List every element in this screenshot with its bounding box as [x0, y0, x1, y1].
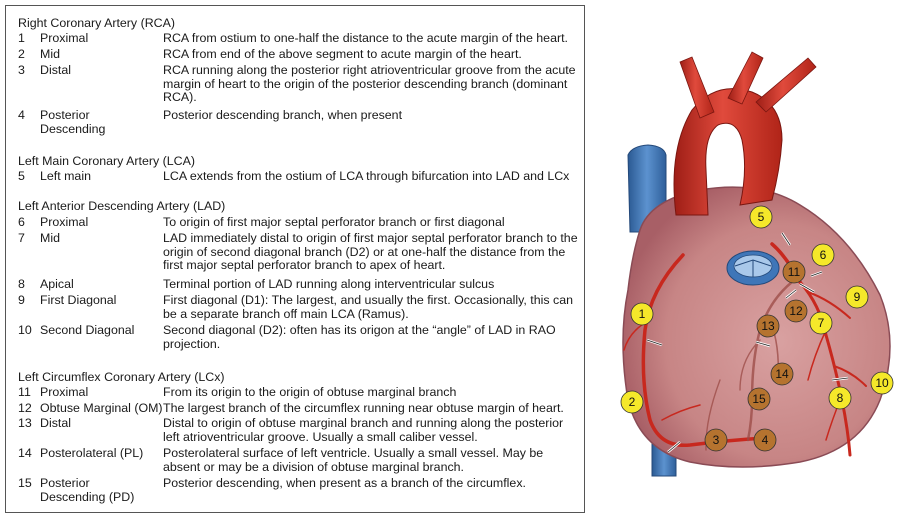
segment-marker-label: 10 — [875, 376, 889, 390]
brachiocephalic-artery — [680, 57, 714, 118]
segment-description: LAD immediately distal to origin of first major septal perforator branch to the origin of second diagonal branch (D2) or at one-half the distance from the first major septal perforator branch to apex of heart. — [163, 231, 578, 273]
segment-number: 1 — [18, 31, 25, 45]
segment-marker-label: 7 — [817, 316, 825, 330]
segment-name: Second Diagonal — [40, 323, 135, 337]
segment-name: Obtuse Marginal (OM) — [40, 401, 163, 415]
segment-name: Posterior Descending — [40, 108, 106, 136]
segment-marker-label: 6 — [819, 248, 827, 262]
heart-illustration — [596, 32, 896, 512]
segment-number: 4 — [18, 108, 25, 122]
segment-number: 3 — [18, 63, 25, 77]
segment-marker-11 — [783, 261, 805, 283]
segment-marker-label: 5 — [757, 210, 765, 224]
segment-description: Posterolateral surface of left ventricle. Usually a small vessel. May be absent or may be a division of obtuse marginal branch. — [163, 446, 544, 474]
segment-number: 12 — [18, 401, 32, 415]
section-title-lcx: Left Circumflex Coronary Artery (LCx) — [18, 370, 225, 384]
segment-marker-12 — [785, 300, 807, 322]
segment-description: RCA from ostium to one-half the distance to the acute margin of the heart. — [163, 31, 568, 45]
segment-marker-7 — [810, 312, 832, 334]
segment-marker-label: 2 — [628, 395, 636, 409]
segment-marker-8 — [829, 387, 851, 409]
section-title-rca: Right Coronary Artery (RCA) — [18, 16, 175, 30]
segment-marker-15 — [748, 388, 770, 410]
segment-number: 7 — [18, 231, 25, 245]
segment-marker-5 — [750, 206, 772, 228]
segment-marker-3 — [705, 429, 727, 451]
segment-marker-label: 3 — [712, 433, 720, 447]
segment-marker-label: 14 — [775, 367, 789, 381]
segment-number: 13 — [18, 416, 32, 430]
segment-number: 10 — [18, 323, 32, 337]
segment-description: RCA from end of the above segment to acute margin of the heart. — [163, 47, 522, 61]
segment-marker-label: 11 — [787, 265, 801, 279]
segment-description: Posterior descending, when present as a branch of the circumflex. — [163, 476, 526, 490]
segment-number: 6 — [18, 215, 25, 229]
segment-name: Mid — [40, 231, 60, 245]
legend-panel — [5, 5, 585, 513]
segment-name: Proximal — [40, 385, 89, 399]
segment-description: From its origin to the origin of obtuse marginal branch — [163, 385, 457, 399]
segment-name: Posterolateral (PL) — [40, 446, 144, 460]
segment-description: Second diagonal (D2): often has its origon at the “angle” of LAD in RAO projection. — [163, 323, 556, 351]
section-title-lad: Left Anterior Descending Artery (LAD) — [18, 199, 226, 213]
segment-name: Distal — [40, 416, 71, 430]
segment-name: Distal — [40, 63, 71, 77]
segment-marker-1 — [631, 303, 653, 325]
segment-description: RCA running along the posterior right atrioventricular groove from the acute margin of heart to the origin of the posterior descending branch (dominant RCA). — [163, 63, 576, 105]
segment-description: Terminal portion of LAD running along interventricular sulcus — [163, 277, 495, 291]
segment-name: Apical — [40, 277, 74, 291]
segment-number: 14 — [18, 446, 32, 460]
segment-description: Distal to origin of obtuse marginal branch and running along the posterior left atrioventricular groove. Usually a small caliber vessel. — [163, 416, 564, 444]
segment-marker-10 — [871, 372, 893, 394]
segment-description: The largest branch of the circumflex running near obtuse margin of heart. — [163, 401, 564, 415]
segment-marker-label: 12 — [789, 304, 803, 318]
segment-name: Posterior Descending (PD) — [40, 476, 135, 504]
segment-name: Proximal — [40, 31, 89, 45]
segment-marker-label: 9 — [853, 290, 861, 304]
segment-marker-14 — [771, 363, 793, 385]
segment-marker-9 — [846, 286, 868, 308]
segment-marker-4 — [754, 429, 776, 451]
segment-name: Mid — [40, 47, 60, 61]
segment-name: Left main — [40, 169, 91, 183]
segment-number: 15 — [18, 476, 32, 490]
segment-marker-13 — [757, 315, 779, 337]
segment-description: First diagonal (D1): The largest, and usually the first. Occasionally, this can be a separate branch off main LCA (Ramus). — [163, 293, 573, 321]
segment-number: 9 — [18, 293, 25, 307]
segment-number: 2 — [18, 47, 25, 61]
segment-name: Proximal — [40, 215, 89, 229]
segment-name: First Diagonal — [40, 293, 117, 307]
left-subclavian-artery — [756, 58, 816, 112]
segment-marker-label: 15 — [752, 392, 766, 406]
segment-marker-6 — [812, 244, 834, 266]
segment-marker-label: 1 — [638, 307, 646, 321]
segment-number: 5 — [18, 169, 25, 183]
section-title-lca: Left Main Coronary Artery (LCA) — [18, 154, 195, 168]
segment-description: To origin of first major septal perforator branch or first diagonal — [163, 215, 505, 229]
segment-marker-label: 4 — [761, 433, 769, 447]
segment-description: LCA extends from the ostium of LCA through bifurcation into LAD and LCx — [163, 169, 570, 183]
heart-body — [623, 187, 890, 467]
segment-marker-2 — [621, 391, 643, 413]
segment-marker-label: 8 — [836, 391, 844, 405]
segment-number: 11 — [18, 385, 31, 399]
segment-marker-label: 13 — [761, 319, 775, 333]
segment-number: 8 — [18, 277, 25, 291]
segment-description: Posterior descending branch, when present — [163, 108, 403, 122]
